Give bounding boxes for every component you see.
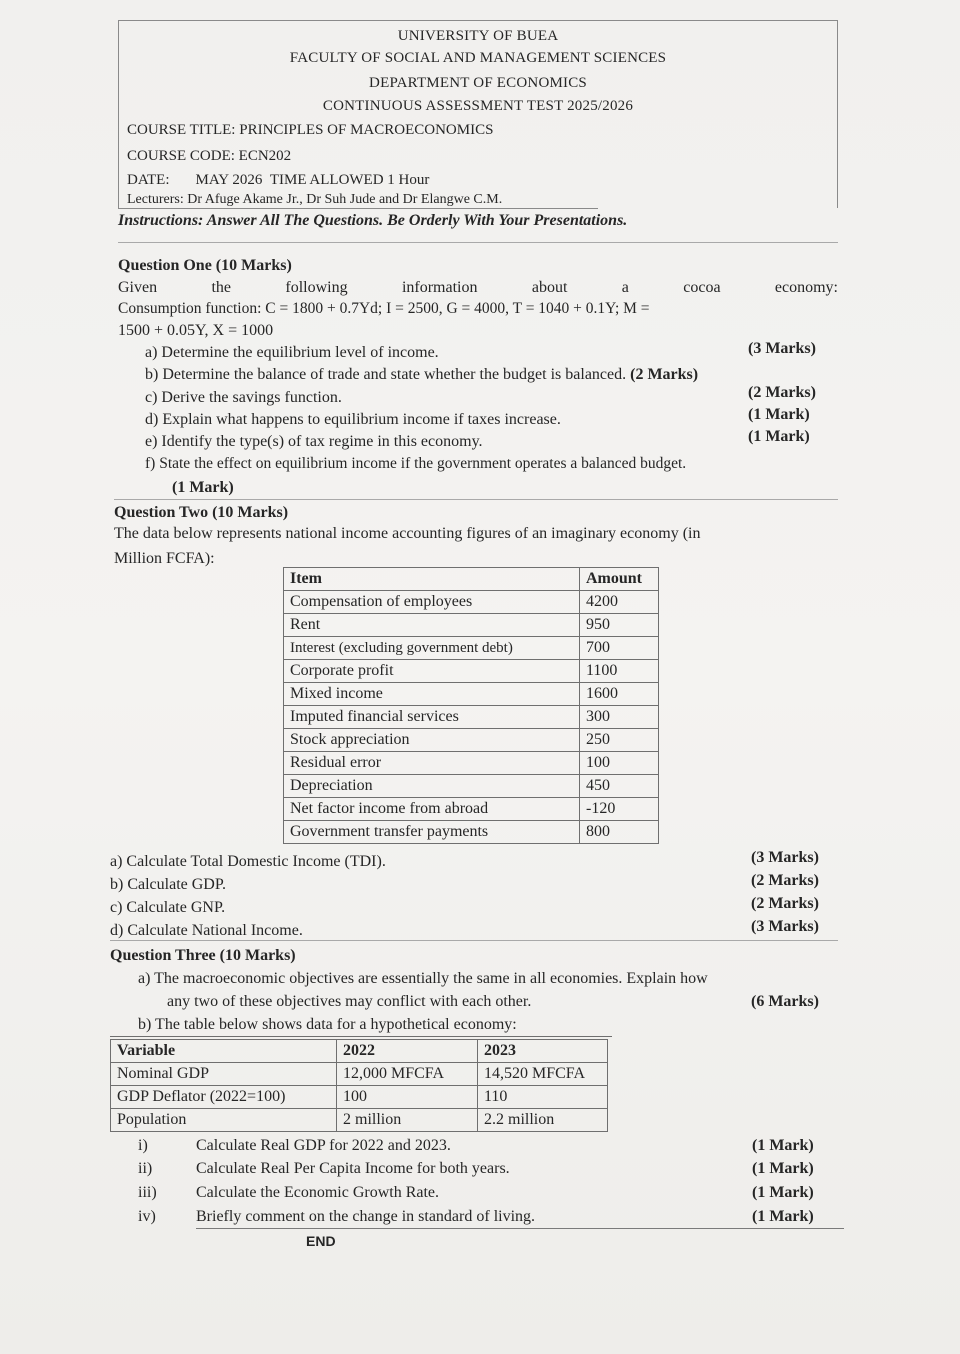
q2-item-d: d) Calculate National Income. xyxy=(110,922,303,939)
q3-sub-3: Calculate the Economic Growth Rate. xyxy=(196,1184,440,1201)
test-title: CONTINUOUS ASSESSMENT TEST 2025/2026 xyxy=(322,98,634,114)
table-row xyxy=(284,752,659,775)
q3-sub-marks-2: (1 Mark) xyxy=(752,1160,814,1177)
q1-intro xyxy=(118,279,838,297)
cell-item: Depreciation xyxy=(284,775,580,798)
cell-amount: 450 xyxy=(580,775,659,798)
header-divider xyxy=(118,208,598,209)
q1-equations: Consumption function: C = 1800 + 0.7Yd; I = 2500, G = 4000, T = 1040 + 0.1Y; M = xyxy=(118,300,650,317)
cell-amount: 250 xyxy=(580,729,659,752)
q2-heading: Question Two (10 Marks) xyxy=(114,504,289,521)
cell-amount: 4200 xyxy=(580,591,659,614)
university-name: UNIVERSITY OF BUEA xyxy=(397,28,559,44)
cell-item: Net factor income from abroad xyxy=(284,798,580,821)
q1-marks-e: (1 Mark) xyxy=(748,428,810,445)
cell-variable: Nominal GDP xyxy=(111,1063,337,1086)
table-row xyxy=(111,1086,608,1109)
national-income-table xyxy=(283,567,659,844)
q3-sub-num-1: i) xyxy=(138,1137,148,1154)
q2-intro-cont: Million FCFA): xyxy=(114,550,215,567)
header-2023: 2023 xyxy=(478,1040,608,1063)
q3-sub-marks-4: (1 Mark) xyxy=(752,1208,814,1225)
table-row xyxy=(284,821,659,844)
cell-item: Imputed financial services xyxy=(284,706,580,729)
table-row xyxy=(111,1063,608,1086)
table-row xyxy=(284,706,659,729)
q3-sub-num-4: iv) xyxy=(138,1208,156,1225)
q1-word: the xyxy=(211,279,232,296)
q1-marks-d: (1 Mark) xyxy=(748,406,810,423)
cell-item: Mixed income xyxy=(284,683,580,706)
q1-item-f: f) State the effect on equilibrium income if the government operates a balanced budget. xyxy=(145,455,687,472)
q1-divider xyxy=(114,499,838,500)
table-row xyxy=(284,798,659,821)
table-row xyxy=(284,729,659,752)
q2-marks-a: (3 Marks) xyxy=(751,849,819,866)
q1-heading: Question One (10 Marks) xyxy=(118,257,292,274)
department-name: DEPARTMENT OF ECONOMICS xyxy=(369,75,587,91)
q1-word: Given xyxy=(118,279,158,296)
economy-data-table xyxy=(110,1039,608,1132)
cell-amount: 1600 xyxy=(580,683,659,706)
table-row xyxy=(284,660,659,683)
cell-item: Government transfer payments xyxy=(284,821,580,844)
q1-marks-f: (1 Mark) xyxy=(172,479,234,496)
q1-item-d: d) Explain what happens to equilibrium income if taxes increase. xyxy=(145,411,561,428)
header-amount: Amount xyxy=(580,568,659,591)
q1-word: economy: xyxy=(774,279,838,296)
q3-sub-2: Calculate Real Per Capita Income for both years. xyxy=(196,1160,510,1177)
q1-item-c: c) Derive the savings function. xyxy=(145,389,342,406)
instructions: Instructions: Answer All The Questions. Be Orderly With Your Presentations. xyxy=(118,212,628,229)
q3-marks-a: (6 Marks) xyxy=(751,993,819,1010)
cell-amount: 300 xyxy=(580,706,659,729)
q3-sub-marks-1: (1 Mark) xyxy=(752,1137,814,1154)
time-allowed: TIME ALLOWED 1 Hour xyxy=(269,172,430,188)
header-2022: 2022 xyxy=(337,1040,478,1063)
table-row xyxy=(284,775,659,798)
course-title: COURSE TITLE: PRINCIPLES OF MACROECONOMICS xyxy=(127,122,494,138)
end-marker: END xyxy=(306,1233,336,1249)
q3-divider xyxy=(196,1228,844,1229)
date-label: DATE: xyxy=(127,172,170,188)
q1-word: cocoa xyxy=(683,279,721,296)
cell-item: Interest (excluding government debt) xyxy=(284,637,580,660)
cell-item: Corporate profit xyxy=(284,660,580,683)
q3-heading: Question Three (10 Marks) xyxy=(110,947,296,964)
q2-item-a: a) Calculate Total Domestic Income (TDI). xyxy=(110,853,386,870)
q3-sub-num-2: ii) xyxy=(138,1160,153,1177)
q1-marks-b: (2 Marks) xyxy=(630,366,699,383)
table-row xyxy=(284,683,659,706)
q1-marks-c: (2 Marks) xyxy=(748,384,816,401)
cell-2023: 2.2 million xyxy=(478,1109,608,1132)
q2-marks-d: (3 Marks) xyxy=(751,918,819,935)
q1-marks-a: (3 Marks) xyxy=(748,340,816,357)
table-row xyxy=(111,1109,608,1132)
cell-item: Residual error xyxy=(284,752,580,775)
table-row xyxy=(284,591,659,614)
q3-item-b: b) The table below shows data for a hypothetical economy: xyxy=(138,1016,517,1033)
q2-marks-c: (2 Marks) xyxy=(751,895,819,912)
q1-item-e: e) Identify the type(s) of tax regime in this economy. xyxy=(145,433,483,450)
cell-amount: 800 xyxy=(580,821,659,844)
q1-word: about xyxy=(531,279,568,296)
cell-2023: 110 xyxy=(478,1086,608,1109)
q1-item-b: b) Determine the balance of trade and state whether the budget is balanced. (2 Marks) xyxy=(145,366,699,383)
q1-word: following xyxy=(285,279,348,296)
q3-table-top xyxy=(110,1036,612,1037)
header-variable: Variable xyxy=(111,1040,337,1063)
q2-marks-b: (2 Marks) xyxy=(751,872,819,889)
cell-2022: 2 million xyxy=(337,1109,478,1132)
cell-2023: 14,520 MFCFA xyxy=(478,1063,608,1086)
q1-word: information xyxy=(401,279,478,296)
cell-amount: 950 xyxy=(580,614,659,637)
table-header-row xyxy=(284,568,659,591)
cell-item: Rent xyxy=(284,614,580,637)
lecturers: Lecturers: Dr Afuge Akame Jr., Dr Suh Jude and Dr Elangwe C.M. xyxy=(127,192,503,207)
table-row xyxy=(284,637,659,660)
table-header-row xyxy=(111,1040,608,1063)
q3-sub-num-3: iii) xyxy=(138,1184,157,1201)
cell-item: Compensation of employees xyxy=(284,591,580,614)
q3-item-a-cont: any two of these objectives may conflict with each other. xyxy=(167,993,532,1010)
q3-sub-4: Briefly comment on the change in standard of living. xyxy=(196,1208,536,1225)
q1-equations-cont: 1500 + 0.05Y, X = 1000 xyxy=(118,322,274,339)
q3-item-a: a) The macroeconomic objectives are essentially the same in all economies. Explain how xyxy=(138,970,708,987)
q3-sub-marks-3: (1 Mark) xyxy=(752,1184,814,1201)
table-row xyxy=(284,614,659,637)
cell-amount: 1100 xyxy=(580,660,659,683)
cell-amount: 100 xyxy=(580,752,659,775)
date-value: MAY 2026 xyxy=(195,172,263,188)
cell-amount: -120 xyxy=(580,798,659,821)
course-code: COURSE CODE: ECN202 xyxy=(127,148,292,164)
cell-2022: 12,000 MFCFA xyxy=(337,1063,478,1086)
cell-variable: Population xyxy=(111,1109,337,1132)
q2-divider xyxy=(110,940,838,941)
cell-2022: 100 xyxy=(337,1086,478,1109)
q1-item-a: a) Determine the equilibrium level of income. xyxy=(145,344,439,361)
q2-item-b: b) Calculate GDP. xyxy=(110,876,226,893)
section-divider xyxy=(118,242,838,243)
cell-item: Stock appreciation xyxy=(284,729,580,752)
q2-intro: The data below represents national income accounting figures of an imaginary economy (in xyxy=(114,525,701,542)
cell-amount: 700 xyxy=(580,637,659,660)
header-box xyxy=(118,20,838,208)
date-row xyxy=(127,172,429,189)
faculty-name: FACULTY OF SOCIAL AND MANAGEMENT SCIENCES xyxy=(289,50,667,66)
cell-variable: GDP Deflator (2022=100) xyxy=(111,1086,337,1109)
q3-sub-1: Calculate Real GDP for 2022 and 2023. xyxy=(196,1137,451,1154)
q1-word: a xyxy=(621,279,629,296)
header-item: Item xyxy=(284,568,580,591)
q2-item-c: c) Calculate GNP. xyxy=(110,899,226,916)
